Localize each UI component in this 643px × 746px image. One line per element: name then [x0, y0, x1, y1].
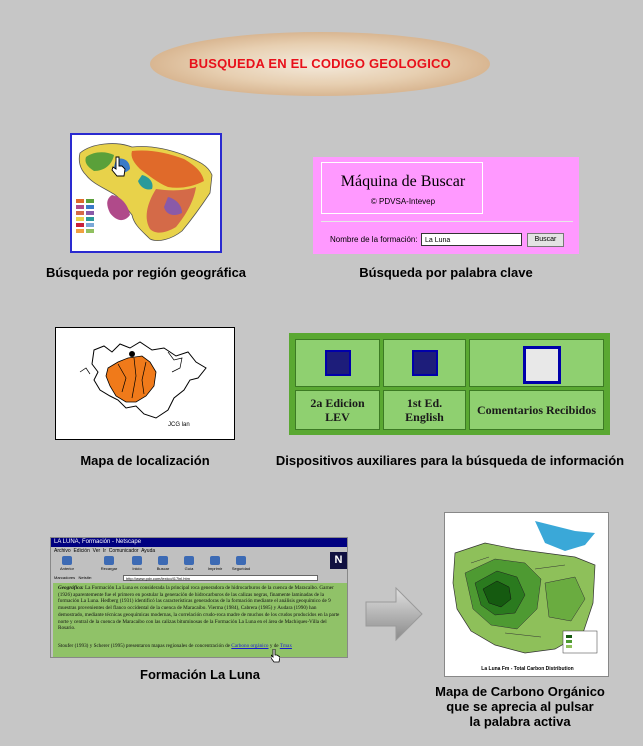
- search-divider: [321, 221, 573, 222]
- la-luna-browser-thumbnail[interactable]: [50, 537, 348, 658]
- netscape-logo: N: [330, 552, 347, 569]
- carbon-map-caption: La Luna Fm - Total Carbon Distribution: [481, 666, 574, 672]
- organic-carbon-map: [445, 513, 608, 663]
- search-icon: [158, 556, 168, 565]
- menu-ver[interactable]: Ver: [92, 548, 101, 554]
- menu-ayuda[interactable]: Ayuda: [141, 548, 156, 554]
- clipboard-icon: [523, 346, 561, 384]
- right-arrow-icon: [364, 586, 424, 642]
- aux-button-english-line2: English: [405, 410, 444, 424]
- localization-map: [56, 328, 234, 439]
- browser-toolbar: [51, 555, 348, 574]
- aux-button-comments-line1: Comentarios Recibidos: [477, 403, 596, 417]
- browser-page-content: [53, 583, 347, 657]
- toolbar-search-button[interactable]: Buscar: [153, 556, 173, 571]
- aux-button-english-line1: 1st Ed.: [406, 396, 443, 410]
- menu-archivo[interactable]: Archivo: [54, 548, 71, 554]
- geo-region-map-thumbnail[interactable]: [70, 133, 222, 253]
- menu-edicion[interactable]: Edición: [73, 548, 90, 554]
- aux-button-lev-line1: 2a Edicion: [310, 396, 365, 410]
- localization-caption[interactable]: Mapa de localización: [80, 453, 210, 468]
- aux-devices-caption[interactable]: Dispositivos auxiliares para la búsqueda de información: [275, 453, 625, 468]
- print-icon: [210, 556, 220, 565]
- browser-menu-bar: [51, 547, 348, 555]
- formation-name-input[interactable]: La Luna: [421, 233, 522, 246]
- carbon-map-caption-block[interactable]: [400, 684, 640, 729]
- bookmarks-button[interactable]: Marcadores: [54, 575, 76, 580]
- localization-map-thumbnail[interactable]: [55, 327, 235, 440]
- toolbar-home-button[interactable]: Inicio: [127, 556, 147, 571]
- venezuela-geology-map: [72, 135, 220, 251]
- organic-carbon-map-thumbnail[interactable]: [444, 512, 609, 677]
- book-english-icon: [412, 350, 438, 376]
- la-luna-description: Geográfica: La Formación La Luna es considerada la principal roca generadora de hidrocarburos de la cuenca de Maracaibo. Garner (1926) aparentemente fue el primero en postular la generación de hidrocarburos de las calizas negras, finamente laminadas de la formación La Luna. Hedberg (1931) identificó las características generadoras de la formación mediante el análisis geoquímico de 9 muestras provenientes del flanco occidental de la cuenca de Maracaibo. Vierma (1984), Cabrera (1985) y Audara (1990) han demostrado, mediante técnicas geoquímicas modernas, la correlación crudo-roca madre de muchos de los crudos producidos en la parte norte y central de la cuenca de Maracaibo con las calizas bituminosas de la Formación La Luna en el área de Machiques-Villa del Rosario.: [58, 585, 340, 632]
- toolbar-guide-button[interactable]: Guía: [179, 556, 199, 571]
- carbon-caption-line1: Mapa de Carbono Orgánico: [435, 684, 605, 699]
- localization-map-label: JCG lan: [168, 422, 190, 428]
- guide-icon: [184, 556, 194, 565]
- organic-carbon-link[interactable]: Carbono orgánico: [231, 643, 269, 649]
- aux-icon-cell-lev[interactable]: [295, 339, 380, 387]
- banner-title: BUSQUEDA EN EL CODIGO GEOLOGICO: [189, 56, 451, 71]
- toolbar-back-button[interactable]: Anterior: [57, 556, 77, 571]
- book-lev-icon: [325, 350, 351, 376]
- reload-icon: [104, 556, 114, 565]
- browser-window-title: LA LUNA, Formación - Netscape: [51, 538, 348, 547]
- hand-pointer-icon: [271, 649, 280, 663]
- title-banner: [150, 32, 490, 96]
- location-label: Netsite:: [78, 575, 93, 580]
- aux-button-comments[interactable]: [469, 390, 604, 430]
- toolbar-reload-button[interactable]: Recargar: [99, 556, 119, 571]
- search-engine-header: [321, 162, 483, 214]
- aux-icon-cell-comments[interactable]: [469, 339, 604, 387]
- search-engine-title: Máquina de Buscar: [340, 173, 466, 190]
- la-luna-caption[interactable]: Formación La Luna: [140, 667, 260, 682]
- home-icon: [132, 556, 142, 565]
- browser-address-input[interactable]: http://www.pdv.com/lexico/l17lnl.htm: [123, 575, 318, 581]
- toolbar-print-button[interactable]: Imprimir: [205, 556, 225, 571]
- search-engine-copyright: © PDVSA-Intevep: [370, 197, 436, 206]
- menu-ir[interactable]: Ir: [102, 548, 107, 554]
- aux-icon-cell-english[interactable]: [383, 339, 466, 387]
- toolbar-security-button[interactable]: Seguridad: [231, 556, 251, 571]
- aux-button-english[interactable]: [383, 390, 466, 430]
- aux-button-lev[interactable]: [295, 390, 380, 430]
- security-icon: [236, 556, 246, 565]
- carbon-caption-line3: la palabra activa: [469, 714, 571, 729]
- search-button[interactable]: Buscar: [527, 233, 564, 247]
- geo-region-caption[interactable]: Búsqueda por región geográfica: [45, 265, 247, 280]
- aux-devices-panel: [289, 333, 610, 435]
- tmax-link[interactable]: Tmax: [279, 643, 292, 649]
- menu-comunicador[interactable]: Comunicador: [108, 548, 139, 554]
- back-icon: [62, 556, 72, 565]
- la-luna-footer-text: Stoufer (1993) y Scherer (1995) presentaron mapas regionales de concentración de Carbono orgánico y de Tmax: [58, 643, 292, 649]
- formation-field-label: Nombre de la formación:: [330, 235, 418, 244]
- aux-button-lev-line2: LEV: [325, 410, 350, 424]
- keyword-caption[interactable]: Búsqueda por palabra clave: [359, 265, 533, 280]
- carbon-caption-line2: que se aprecia al pulsar: [446, 699, 594, 714]
